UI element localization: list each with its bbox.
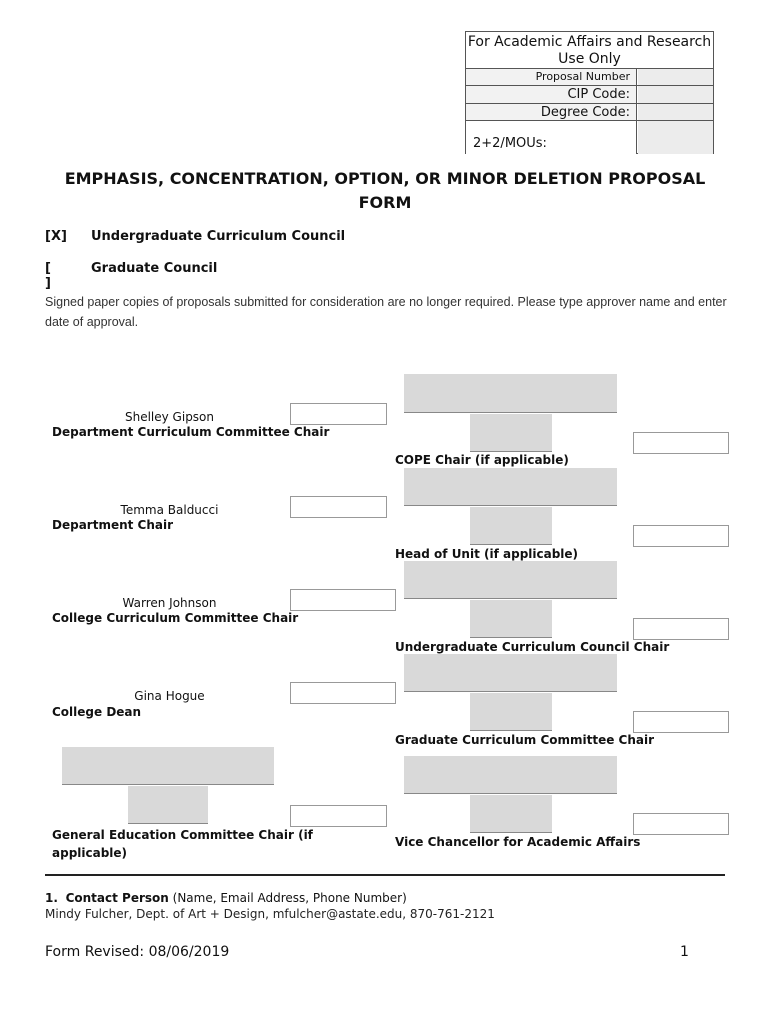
form-revised-date: Form Revised: 08/06/2019 — [45, 944, 230, 960]
proposal-number-label: Proposal Number — [466, 69, 637, 85]
signer-role-ucc-chair: Undergraduate Curriculum Council Chair — [395, 640, 670, 654]
instructions-text: Signed paper copies of proposals submitted for consideration are no longer required. Please type approver name and enter date of approval. — [45, 295, 727, 329]
academic-affairs-title: For Academic Affairs and Research Use Only — [467, 34, 712, 67]
mous-field[interactable] — [638, 121, 713, 154]
date-field-vice-chancellor[interactable] — [633, 813, 729, 835]
council-label-graduate: Graduate Council — [91, 261, 218, 276]
mous-row — [466, 121, 713, 154]
signer-role-gen-ed-chair: General Education Committee Chair (if applicable) — [52, 828, 313, 860]
signer-name-dept-chair[interactable]: Temma Balducci — [120, 503, 219, 517]
form-title: EMPHASIS, CONCENTRATION, OPTION, OR MINOR DELETION PROPOSAL FORM — [64, 169, 706, 212]
date-field-college-dean[interactable] — [290, 682, 396, 704]
signer-name-gcc-chair[interactable] — [404, 654, 617, 692]
signature-field-gcc-chair[interactable] — [470, 693, 552, 731]
signer-name-cope-chair[interactable] — [404, 374, 617, 413]
cip-code-label: CIP Code: — [466, 86, 637, 103]
signer-name-college-curriculum-chair[interactable]: Warren Johnson — [122, 596, 217, 610]
date-field-head-of-unit[interactable] — [633, 525, 729, 547]
date-field-cope-chair[interactable] — [633, 432, 729, 454]
date-field-dept-curriculum-chair[interactable] — [290, 403, 387, 425]
date-field-gcc-chair[interactable] — [633, 711, 729, 733]
signer-role-dept-curriculum-chair: Department Curriculum Committee Chair — [52, 425, 330, 439]
signer-name-dept-curriculum-chair[interactable]: Shelley Gipson — [124, 410, 215, 424]
mous-label: 2+2/MOUs: — [466, 121, 637, 154]
signer-name-gen-ed-chair[interactable] — [62, 747, 274, 785]
signer-role-dept-chair: Department Chair — [52, 518, 174, 532]
degree-code-row — [466, 104, 713, 121]
contact-person-field[interactable]: Mindy Fulcher, Dept. of Art + Design, mfulcher@astate.edu, 870-761-2121 — [45, 907, 495, 921]
contact-heading-number: 1. — [45, 891, 58, 905]
contact-heading-label: Contact Person — [65, 891, 169, 905]
page-number: 1 — [680, 944, 689, 960]
signer-name-college-dean[interactable]: Gina Hogue — [134, 689, 205, 703]
signer-role-college-dean: College Dean — [52, 705, 142, 719]
signature-field-head-of-unit[interactable] — [470, 507, 552, 545]
signer-role-vice-chancellor: Vice Chancellor for Academic Affairs — [395, 835, 641, 849]
signer-name-vice-chancellor[interactable] — [404, 756, 617, 794]
proposal-number-row — [466, 69, 713, 86]
contact-heading-hint: (Name, Email Address, Phone Number) — [172, 891, 407, 905]
date-field-ucc-chair[interactable] — [633, 618, 729, 640]
signer-role-gcc-chair: Graduate Curriculum Committee Chair — [395, 733, 655, 747]
signer-name-ucc-chair[interactable] — [404, 561, 617, 599]
signature-field-gen-ed-chair[interactable] — [128, 786, 208, 824]
date-field-gen-ed-chair[interactable] — [290, 805, 387, 827]
proposal-number-field[interactable] — [638, 69, 713, 85]
date-field-college-curriculum-chair[interactable] — [290, 589, 396, 611]
signature-field-cope-chair[interactable] — [470, 414, 552, 452]
contact-person-heading — [45, 891, 407, 905]
signature-field-ucc-chair[interactable] — [470, 600, 552, 638]
council-checkbox-graduate[interactable]: [ ] — [45, 261, 51, 291]
section-divider — [45, 874, 725, 876]
council-checkbox-undergraduate[interactable]: [X] — [45, 229, 67, 244]
signature-field-vice-chancellor[interactable] — [470, 795, 552, 833]
signer-role-head-of-unit: Head of Unit (if applicable) — [395, 547, 579, 561]
academic-affairs-box — [465, 31, 714, 154]
cip-code-row — [466, 86, 713, 104]
degree-code-field[interactable] — [638, 104, 713, 120]
signer-role-college-curriculum-chair: College Curriculum Committee Chair — [52, 611, 299, 625]
signer-role-cope-chair: COPE Chair (if applicable) — [395, 453, 569, 467]
council-label-undergraduate: Undergraduate Curriculum Council — [91, 229, 346, 244]
date-field-dept-chair[interactable] — [290, 496, 387, 518]
signer-name-head-of-unit[interactable] — [404, 468, 617, 506]
degree-code-label: Degree Code: — [466, 104, 637, 120]
cip-code-field[interactable] — [638, 86, 713, 103]
